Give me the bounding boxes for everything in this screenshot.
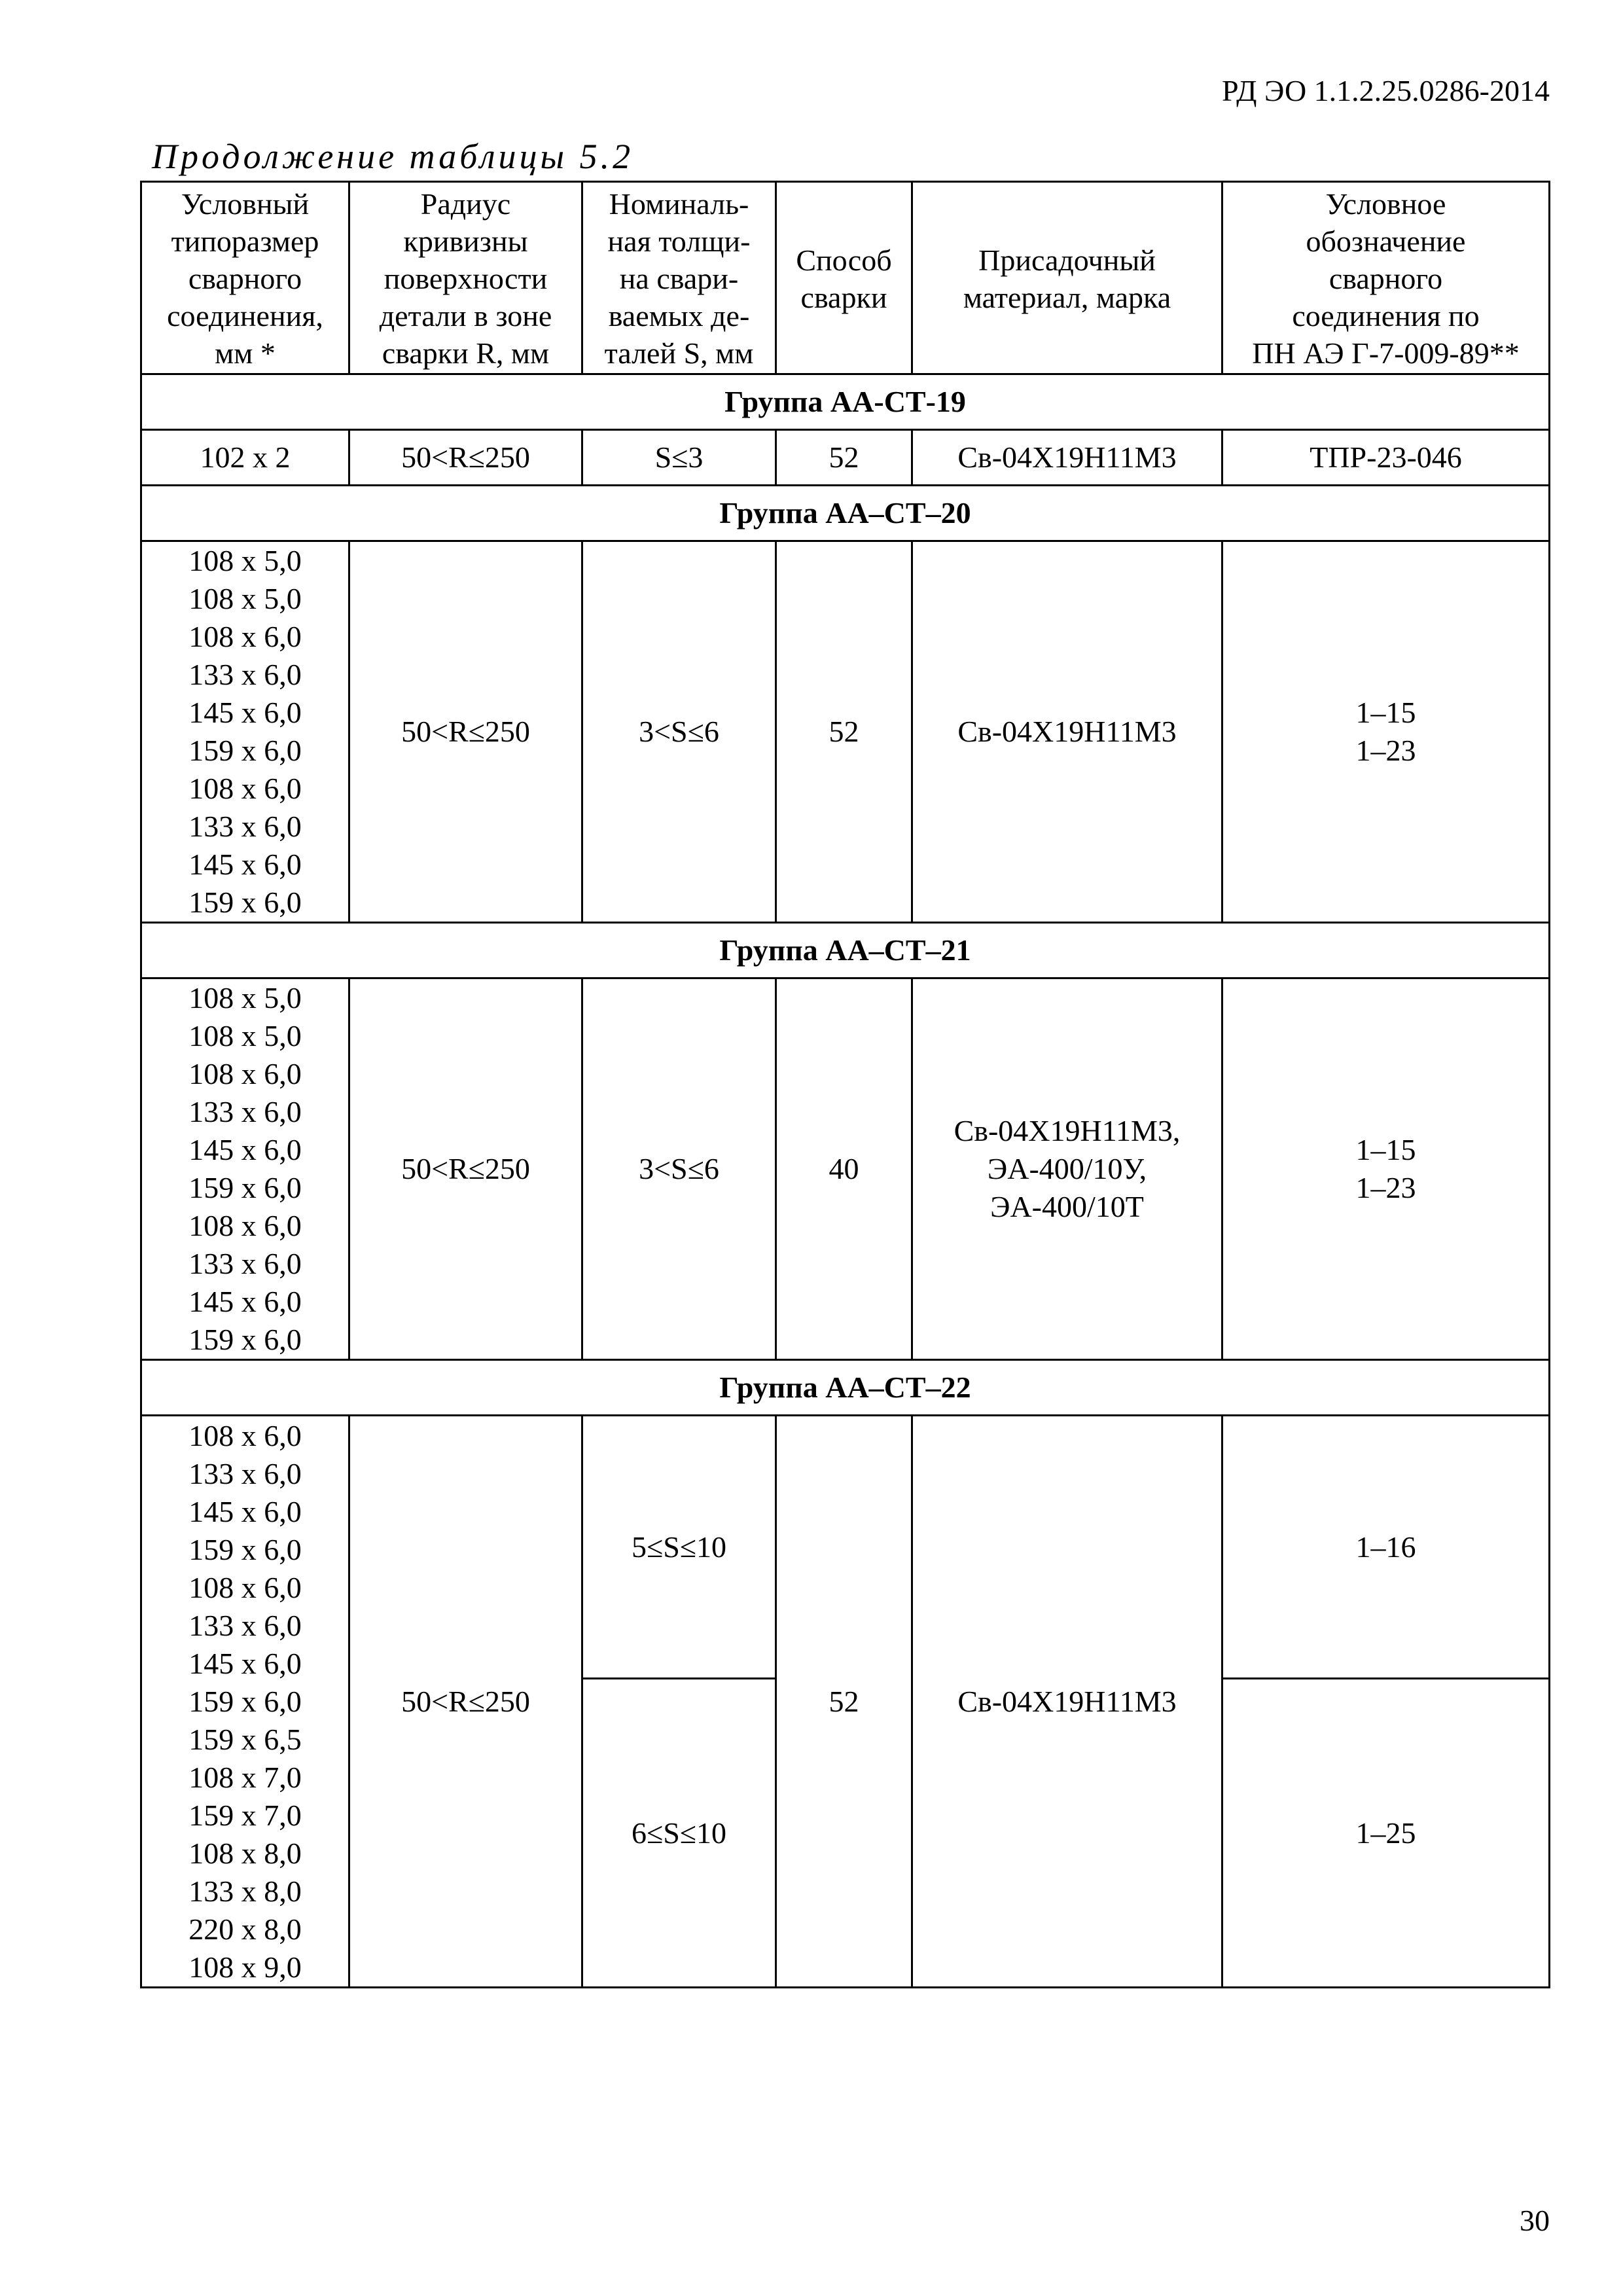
- header-filler: Присадочный материал, марка: [912, 182, 1222, 374]
- size-cell: 108 х 5,0 108 х 5,0 108 х 6,0 133 х 6,0 145 х 6,0 159 х 6,0 108 х 6,0 133 х 6,0 145 х 6,0 159 х 6,0: [141, 978, 349, 1360]
- radius-cell: 50<R≤250: [349, 1416, 582, 1988]
- designation-cell: 1–15 1–23: [1222, 541, 1550, 923]
- header-row: [141, 182, 1550, 374]
- thickness-cell: S≤3: [582, 430, 776, 486]
- header-size: Условный типоразмер сварного соединения, мм *: [141, 182, 349, 374]
- table-row: [141, 1416, 1550, 1679]
- group-row: [141, 1360, 1550, 1416]
- table-row: [141, 430, 1550, 486]
- designation-cell: 1–15 1–23: [1222, 978, 1550, 1360]
- filler-cell: Св-04Х19Н11М3: [912, 430, 1222, 486]
- thickness-cell: 3<S≤6: [582, 541, 776, 923]
- designation-cell: ТПР-23-046: [1222, 430, 1550, 486]
- filler-cell: Св-04Х19Н11М3, ЭА-400/10У, ЭА-400/10Т: [912, 978, 1222, 1360]
- size-cell: 108 х 5,0 108 х 5,0 108 х 6,0 133 х 6,0 145 х 6,0 159 х 6,0 108 х 6,0 133 х 6,0 145 х 6,0 159 х 6,0: [141, 541, 349, 923]
- radius-cell: 50<R≤250: [349, 541, 582, 923]
- table-row: [141, 978, 1550, 1360]
- group-row: [141, 374, 1550, 430]
- header-designation: Условное обозначение сварного соединения по ПН АЭ Г-7-009-89**: [1222, 182, 1550, 374]
- group-row: [141, 486, 1550, 541]
- size-cell: 108 х 6,0 133 х 6,0 145 х 6,0 159 х 6,0 108 х 6,0 133 х 6,0 145 х 6,0 159 х 6,0 159 х 6,5 108 х 7,0 159 х 7,0 108 х 8,0 133 х 8,0 220 х 8,0 108 х 9,0: [141, 1416, 349, 1988]
- method-cell: 52: [776, 430, 912, 486]
- size-cell: 102 х 2: [141, 430, 349, 486]
- group-title: Группа АА–СТ–22: [141, 1360, 1550, 1416]
- method-cell: 52: [776, 541, 912, 923]
- header-thickness: Номиналь- ная толщи- на свари- ваемых де- талей S, мм: [582, 182, 776, 374]
- designation-cell: 1–25: [1222, 1679, 1550, 1988]
- page-number: 30: [1520, 2204, 1550, 2237]
- thickness-cell: 5≤S≤10: [582, 1416, 776, 1679]
- group-title: Группа АА-СТ-19: [141, 374, 1550, 430]
- welding-table: [140, 181, 1550, 1988]
- group-title: Группа АА–СТ–20: [141, 486, 1550, 541]
- filler-cell: Св-04Х19Н11М3: [912, 1416, 1222, 1988]
- table-continuation-title: Продолжение таблицы 5.2: [152, 137, 634, 176]
- group-title: Группа АА–СТ–21: [141, 923, 1550, 978]
- header-radius: Радиус кривизны поверхности детали в зоне сварки R, мм: [349, 182, 582, 374]
- document-code: РД ЭО 1.1.2.25.0286-2014: [1222, 74, 1550, 107]
- thickness-cell: 3<S≤6: [582, 978, 776, 1360]
- table-row: [141, 541, 1550, 923]
- group-row: [141, 923, 1550, 978]
- method-cell: 52: [776, 1416, 912, 1988]
- designation-cell: 1–16: [1222, 1416, 1550, 1679]
- header-method: Способ сварки: [776, 182, 912, 374]
- filler-cell: Св-04Х19Н11М3: [912, 541, 1222, 923]
- radius-cell: 50<R≤250: [349, 430, 582, 486]
- method-cell: 40: [776, 978, 912, 1360]
- thickness-cell: 6≤S≤10: [582, 1679, 776, 1988]
- radius-cell: 50<R≤250: [349, 978, 582, 1360]
